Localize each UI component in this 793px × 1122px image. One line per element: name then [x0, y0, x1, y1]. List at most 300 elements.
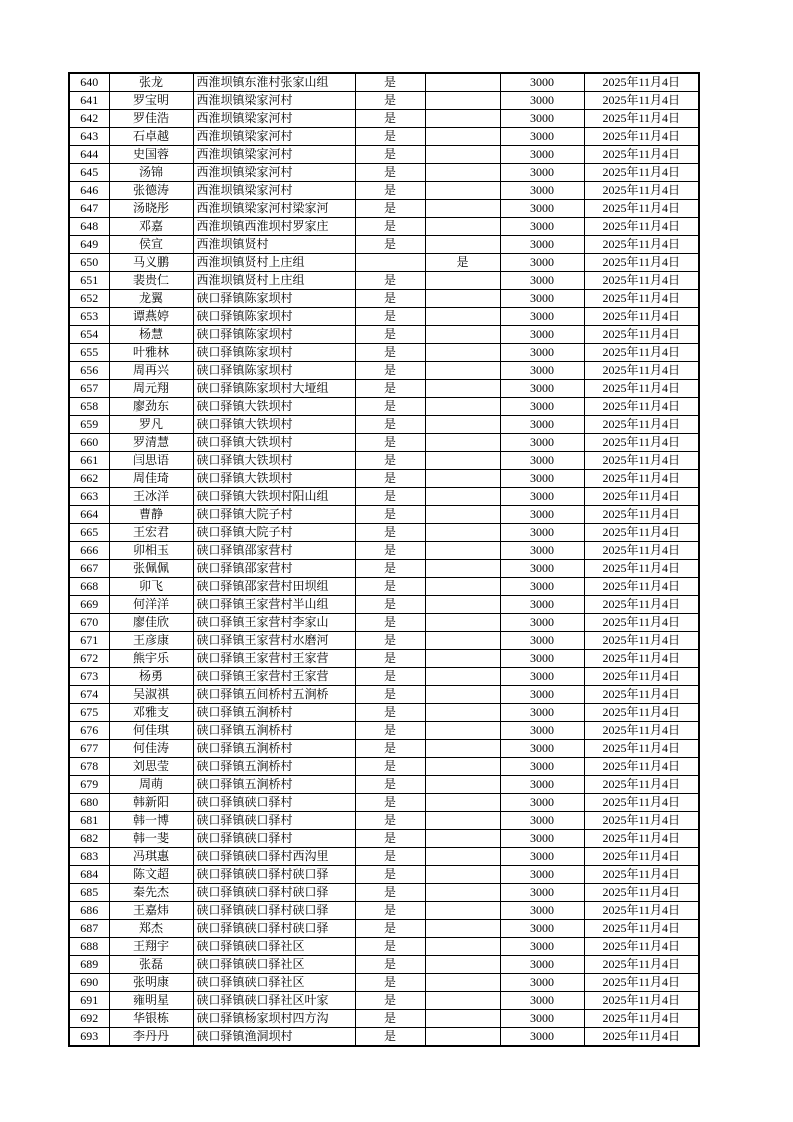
- date-cell: 2025年11月4日: [584, 73, 699, 92]
- date-cell: 2025年11月4日: [584, 398, 699, 416]
- address-cell: 硖口驿镇大铁坝村: [193, 416, 355, 434]
- amount-cell: 3000: [500, 848, 584, 866]
- name-cell: 卯飞: [109, 578, 193, 596]
- yes-column-b-cell: [425, 992, 500, 1010]
- date-cell: 2025年11月4日: [584, 542, 699, 560]
- yes-column-a-cell: 是: [355, 380, 425, 398]
- date-cell: 2025年11月4日: [584, 506, 699, 524]
- yes-column-b-cell: [425, 974, 500, 992]
- date-cell: 2025年11月4日: [584, 866, 699, 884]
- name-cell: 谭燕婷: [109, 308, 193, 326]
- row-number-cell: 690: [69, 974, 109, 992]
- yes-column-b-cell: [425, 578, 500, 596]
- date-cell: 2025年11月4日: [584, 1010, 699, 1028]
- date-cell: 2025年11月4日: [584, 1028, 699, 1047]
- yes-column-a-cell: [355, 254, 425, 272]
- row-number-cell: 665: [69, 524, 109, 542]
- yes-column-a-cell: 是: [355, 740, 425, 758]
- name-cell: 周佳琦: [109, 470, 193, 488]
- table-row: [69, 614, 699, 632]
- address-cell: 西淮坝镇梁家河村: [193, 110, 355, 128]
- address-cell: 硖口驿镇王家营村半山组: [193, 596, 355, 614]
- date-cell: 2025年11月4日: [584, 524, 699, 542]
- date-cell: 2025年11月4日: [584, 470, 699, 488]
- table-row: [69, 866, 699, 884]
- row-number-cell: 670: [69, 614, 109, 632]
- date-cell: 2025年11月4日: [584, 272, 699, 290]
- address-cell: 硖口驿镇硖口驿村硖口驿: [193, 884, 355, 902]
- row-number-cell: 655: [69, 344, 109, 362]
- yes-column-b-cell: [425, 470, 500, 488]
- date-cell: 2025年11月4日: [584, 848, 699, 866]
- table-row: [69, 830, 699, 848]
- row-number-cell: 693: [69, 1028, 109, 1047]
- name-cell: 汤晓彤: [109, 200, 193, 218]
- row-number-cell: 649: [69, 236, 109, 254]
- date-cell: 2025年11月4日: [584, 686, 699, 704]
- table-row: [69, 686, 699, 704]
- table-row: [69, 73, 699, 92]
- row-number-cell: 645: [69, 164, 109, 182]
- address-cell: 硖口驿镇渔洞坝村: [193, 1028, 355, 1047]
- name-cell: 张佩佩: [109, 560, 193, 578]
- row-number-cell: 675: [69, 704, 109, 722]
- date-cell: 2025年11月4日: [584, 812, 699, 830]
- yes-column-a-cell: 是: [355, 830, 425, 848]
- amount-cell: 3000: [500, 398, 584, 416]
- table-row: [69, 452, 699, 470]
- date-cell: 2025年11月4日: [584, 758, 699, 776]
- date-cell: 2025年11月4日: [584, 668, 699, 686]
- row-number-cell: 666: [69, 542, 109, 560]
- name-cell: 罗清慧: [109, 434, 193, 452]
- name-cell: 张龙: [109, 73, 193, 92]
- amount-cell: 3000: [500, 506, 584, 524]
- row-number-cell: 663: [69, 488, 109, 506]
- date-cell: 2025年11月4日: [584, 92, 699, 110]
- yes-column-b-cell: [425, 704, 500, 722]
- yes-column-b-cell: [425, 632, 500, 650]
- amount-cell: 3000: [500, 488, 584, 506]
- yes-column-a-cell: 是: [355, 128, 425, 146]
- amount-cell: 3000: [500, 434, 584, 452]
- table-row: [69, 812, 699, 830]
- amount-cell: 3000: [500, 362, 584, 380]
- yes-column-a-cell: 是: [355, 218, 425, 236]
- yes-column-b-cell: [425, 110, 500, 128]
- amount-cell: 3000: [500, 236, 584, 254]
- yes-column-b-cell: [425, 596, 500, 614]
- name-cell: 侯宣: [109, 236, 193, 254]
- row-number-cell: 657: [69, 380, 109, 398]
- date-cell: 2025年11月4日: [584, 308, 699, 326]
- yes-column-b-cell: [425, 524, 500, 542]
- yes-column-b-cell: [425, 884, 500, 902]
- yes-column-a-cell: 是: [355, 308, 425, 326]
- yes-column-a-cell: 是: [355, 902, 425, 920]
- yes-column-a-cell: 是: [355, 542, 425, 560]
- yes-column-a-cell: 是: [355, 146, 425, 164]
- address-cell: 硖口驿镇陈家坝村: [193, 344, 355, 362]
- yes-column-b-cell: [425, 1028, 500, 1047]
- table-row: [69, 218, 699, 236]
- name-cell: 罗宝明: [109, 92, 193, 110]
- date-cell: 2025年11月4日: [584, 380, 699, 398]
- amount-cell: 3000: [500, 164, 584, 182]
- name-cell: 邓雅支: [109, 704, 193, 722]
- address-cell: 硖口驿镇大铁坝村阳山组: [193, 488, 355, 506]
- date-cell: 2025年11月4日: [584, 236, 699, 254]
- amount-cell: 3000: [500, 614, 584, 632]
- yes-column-b-cell: [425, 722, 500, 740]
- table-row: [69, 164, 699, 182]
- yes-column-a-cell: 是: [355, 398, 425, 416]
- row-number-cell: 672: [69, 650, 109, 668]
- table-row: [69, 542, 699, 560]
- yes-column-a-cell: 是: [355, 1010, 425, 1028]
- row-number-cell: 654: [69, 326, 109, 344]
- name-cell: 周再兴: [109, 362, 193, 380]
- table-row: [69, 848, 699, 866]
- table-row: [69, 884, 699, 902]
- amount-cell: 3000: [500, 452, 584, 470]
- row-number-cell: 676: [69, 722, 109, 740]
- date-cell: 2025年11月4日: [584, 452, 699, 470]
- yes-column-b-cell: [425, 236, 500, 254]
- yes-column-a-cell: 是: [355, 326, 425, 344]
- name-cell: 何洋洋: [109, 596, 193, 614]
- amount-cell: 3000: [500, 974, 584, 992]
- amount-cell: 3000: [500, 812, 584, 830]
- yes-column-b-cell: [425, 308, 500, 326]
- name-cell: 郑杰: [109, 920, 193, 938]
- amount-cell: 3000: [500, 542, 584, 560]
- address-cell: 硖口驿镇陈家坝村: [193, 308, 355, 326]
- name-cell: 杨慧: [109, 326, 193, 344]
- row-number-cell: 686: [69, 902, 109, 920]
- yes-column-a-cell: 是: [355, 272, 425, 290]
- table-row: [69, 326, 699, 344]
- amount-cell: 3000: [500, 596, 584, 614]
- table-row: [69, 110, 699, 128]
- date-cell: 2025年11月4日: [584, 776, 699, 794]
- table-row: [69, 434, 699, 452]
- date-cell: 2025年11月4日: [584, 830, 699, 848]
- yes-column-a-cell: 是: [355, 73, 425, 92]
- address-cell: 硖口驿镇大铁坝村: [193, 470, 355, 488]
- table-row: [69, 776, 699, 794]
- row-number-cell: 669: [69, 596, 109, 614]
- date-cell: 2025年11月4日: [584, 218, 699, 236]
- name-cell: 韩新阳: [109, 794, 193, 812]
- yes-column-b-cell: [425, 146, 500, 164]
- amount-cell: 3000: [500, 254, 584, 272]
- date-cell: 2025年11月4日: [584, 128, 699, 146]
- name-cell: 叶雅林: [109, 344, 193, 362]
- yes-column-a-cell: 是: [355, 812, 425, 830]
- name-cell: 王宏君: [109, 524, 193, 542]
- table-row: [69, 758, 699, 776]
- address-cell: 硖口驿镇五涧桥村: [193, 758, 355, 776]
- name-cell: 王冰洋: [109, 488, 193, 506]
- yes-column-a-cell: 是: [355, 974, 425, 992]
- address-cell: 硖口驿镇邵家营村: [193, 560, 355, 578]
- amount-cell: 3000: [500, 956, 584, 974]
- name-cell: 史国蓉: [109, 146, 193, 164]
- row-number-cell: 643: [69, 128, 109, 146]
- yes-column-a-cell: 是: [355, 596, 425, 614]
- name-cell: 廖劲东: [109, 398, 193, 416]
- yes-column-b-cell: [425, 560, 500, 578]
- amount-cell: 3000: [500, 632, 584, 650]
- address-cell: 硖口驿镇五涧桥村: [193, 776, 355, 794]
- address-cell: 硖口驿镇大铁坝村: [193, 398, 355, 416]
- yes-column-b-cell: [425, 290, 500, 308]
- yes-column-a-cell: 是: [355, 488, 425, 506]
- name-cell: 张德涛: [109, 182, 193, 200]
- yes-column-a-cell: 是: [355, 434, 425, 452]
- yes-column-b-cell: [425, 956, 500, 974]
- address-cell: 硖口驿镇硖口驿社区: [193, 974, 355, 992]
- address-cell: 硖口驿镇陈家坝村: [193, 326, 355, 344]
- table-row: [69, 92, 699, 110]
- row-number-cell: 668: [69, 578, 109, 596]
- yes-column-b-cell: [425, 848, 500, 866]
- name-cell: 陈文超: [109, 866, 193, 884]
- yes-column-b-cell: [425, 866, 500, 884]
- recipient-table: [68, 72, 700, 1047]
- name-cell: 马义鹏: [109, 254, 193, 272]
- name-cell: 秦先杰: [109, 884, 193, 902]
- yes-column-a-cell: 是: [355, 290, 425, 308]
- address-cell: 硖口驿镇大铁坝村: [193, 434, 355, 452]
- date-cell: 2025年11月4日: [584, 722, 699, 740]
- address-cell: 硖口驿镇陈家坝村: [193, 290, 355, 308]
- address-cell: 硖口驿镇王家营村王家营: [193, 668, 355, 686]
- amount-cell: 3000: [500, 794, 584, 812]
- address-cell: 硖口驿镇硖口驿村硖口驿: [193, 866, 355, 884]
- table-row: [69, 902, 699, 920]
- date-cell: 2025年11月4日: [584, 344, 699, 362]
- amount-cell: 3000: [500, 524, 584, 542]
- amount-cell: 3000: [500, 650, 584, 668]
- yes-column-b-cell: [425, 272, 500, 290]
- table-row: [69, 398, 699, 416]
- address-cell: 硖口驿镇硖口驿村: [193, 812, 355, 830]
- amount-cell: 3000: [500, 1010, 584, 1028]
- name-cell: 韩一斐: [109, 830, 193, 848]
- address-cell: 硖口驿镇大院子村: [193, 506, 355, 524]
- table-row: [69, 506, 699, 524]
- yes-column-a-cell: 是: [355, 110, 425, 128]
- row-number-cell: 682: [69, 830, 109, 848]
- row-number-cell: 679: [69, 776, 109, 794]
- table-row: [69, 308, 699, 326]
- name-cell: 邓嘉: [109, 218, 193, 236]
- table-row: [69, 290, 699, 308]
- date-cell: 2025年11月4日: [584, 920, 699, 938]
- date-cell: 2025年11月4日: [584, 614, 699, 632]
- yes-column-a-cell: 是: [355, 938, 425, 956]
- address-cell: 西淮坝镇西淮坝村罗家庄: [193, 218, 355, 236]
- row-number-cell: 653: [69, 308, 109, 326]
- table-body: [69, 73, 699, 1046]
- table-row: [69, 722, 699, 740]
- row-number-cell: 642: [69, 110, 109, 128]
- amount-cell: 3000: [500, 866, 584, 884]
- row-number-cell: 685: [69, 884, 109, 902]
- table-row: [69, 704, 699, 722]
- address-cell: 硖口驿镇陈家坝村大垭组: [193, 380, 355, 398]
- yes-column-b-cell: [425, 902, 500, 920]
- table-row: [69, 560, 699, 578]
- amount-cell: 3000: [500, 470, 584, 488]
- name-cell: 韩一博: [109, 812, 193, 830]
- date-cell: 2025年11月4日: [584, 326, 699, 344]
- yes-column-a-cell: 是: [355, 416, 425, 434]
- row-number-cell: 652: [69, 290, 109, 308]
- table-row: [69, 362, 699, 380]
- amount-cell: 3000: [500, 290, 584, 308]
- date-cell: 2025年11月4日: [584, 704, 699, 722]
- row-number-cell: 661: [69, 452, 109, 470]
- row-number-cell: 691: [69, 992, 109, 1010]
- row-number-cell: 646: [69, 182, 109, 200]
- yes-column-b-cell: [425, 794, 500, 812]
- amount-cell: 3000: [500, 272, 584, 290]
- date-cell: 2025年11月4日: [584, 164, 699, 182]
- table-row: [69, 344, 699, 362]
- date-cell: 2025年11月4日: [584, 200, 699, 218]
- yes-column-b-cell: [425, 326, 500, 344]
- yes-column-a-cell: 是: [355, 236, 425, 254]
- date-cell: 2025年11月4日: [584, 740, 699, 758]
- row-number-cell: 674: [69, 686, 109, 704]
- yes-column-b-cell: [425, 650, 500, 668]
- row-number-cell: 662: [69, 470, 109, 488]
- yes-column-a-cell: 是: [355, 362, 425, 380]
- name-cell: 张磊: [109, 956, 193, 974]
- amount-cell: 3000: [500, 1028, 584, 1047]
- date-cell: 2025年11月4日: [584, 362, 699, 380]
- yes-column-a-cell: 是: [355, 506, 425, 524]
- yes-column-b-cell: [425, 506, 500, 524]
- name-cell: 王彦康: [109, 632, 193, 650]
- amount-cell: 3000: [500, 326, 584, 344]
- name-cell: 罗佳浩: [109, 110, 193, 128]
- yes-column-a-cell: 是: [355, 920, 425, 938]
- address-cell: 硖口驿镇王家营村王家营: [193, 650, 355, 668]
- amount-cell: 3000: [500, 146, 584, 164]
- yes-column-b-cell: [425, 740, 500, 758]
- table-row: [69, 992, 699, 1010]
- address-cell: 硖口驿镇硖口驿村西沟里: [193, 848, 355, 866]
- amount-cell: 3000: [500, 938, 584, 956]
- row-number-cell: 644: [69, 146, 109, 164]
- yes-column-a-cell: 是: [355, 182, 425, 200]
- table-row: [69, 272, 699, 290]
- yes-column-b-cell: [425, 812, 500, 830]
- table-row: [69, 794, 699, 812]
- amount-cell: 3000: [500, 740, 584, 758]
- row-number-cell: 656: [69, 362, 109, 380]
- table-row: [69, 650, 699, 668]
- name-cell: 何佳琪: [109, 722, 193, 740]
- row-number-cell: 677: [69, 740, 109, 758]
- row-number-cell: 650: [69, 254, 109, 272]
- amount-cell: 3000: [500, 758, 584, 776]
- address-cell: 西淮坝镇贤村上庄组: [193, 254, 355, 272]
- row-number-cell: 671: [69, 632, 109, 650]
- table-row: [69, 920, 699, 938]
- amount-cell: 3000: [500, 992, 584, 1010]
- table-row: [69, 1010, 699, 1028]
- yes-column-a-cell: 是: [355, 650, 425, 668]
- address-cell: 西淮坝镇梁家河村: [193, 128, 355, 146]
- date-cell: 2025年11月4日: [584, 938, 699, 956]
- name-cell: 吴淑祺: [109, 686, 193, 704]
- yes-column-b-cell: [425, 73, 500, 92]
- name-cell: 裴贵仁: [109, 272, 193, 290]
- address-cell: 硖口驿镇王家营村水磨河: [193, 632, 355, 650]
- row-number-cell: 692: [69, 1010, 109, 1028]
- name-cell: 华银栋: [109, 1010, 193, 1028]
- name-cell: 杨勇: [109, 668, 193, 686]
- date-cell: 2025年11月4日: [584, 650, 699, 668]
- address-cell: 西淮坝镇梁家河村: [193, 146, 355, 164]
- address-cell: 西淮坝镇梁家河村: [193, 182, 355, 200]
- table-row: [69, 956, 699, 974]
- yes-column-b-cell: [425, 416, 500, 434]
- yes-column-a-cell: 是: [355, 866, 425, 884]
- table-row: [69, 596, 699, 614]
- address-cell: 硖口驿镇王家营村李家山: [193, 614, 355, 632]
- row-number-cell: 667: [69, 560, 109, 578]
- yes-column-b-cell: [425, 128, 500, 146]
- name-cell: 张明康: [109, 974, 193, 992]
- date-cell: 2025年11月4日: [584, 884, 699, 902]
- amount-cell: 3000: [500, 884, 584, 902]
- address-cell: 硖口驿镇邵家营村田坝组: [193, 578, 355, 596]
- yes-column-b-cell: [425, 686, 500, 704]
- table-row: [69, 128, 699, 146]
- row-number-cell: 664: [69, 506, 109, 524]
- row-number-cell: 673: [69, 668, 109, 686]
- yes-column-a-cell: 是: [355, 884, 425, 902]
- amount-cell: 3000: [500, 560, 584, 578]
- yes-column-b-cell: [425, 344, 500, 362]
- amount-cell: 3000: [500, 578, 584, 596]
- yes-column-a-cell: 是: [355, 578, 425, 596]
- name-cell: 冯琪惠: [109, 848, 193, 866]
- amount-cell: 3000: [500, 416, 584, 434]
- address-cell: 西淮坝镇梁家河村: [193, 92, 355, 110]
- name-cell: 周萌: [109, 776, 193, 794]
- yes-column-b-cell: [425, 164, 500, 182]
- yes-column-b-cell: [425, 488, 500, 506]
- amount-cell: 3000: [500, 110, 584, 128]
- row-number-cell: 681: [69, 812, 109, 830]
- table-row: [69, 146, 699, 164]
- yes-column-a-cell: 是: [355, 956, 425, 974]
- table-row: [69, 182, 699, 200]
- yes-column-a-cell: 是: [355, 452, 425, 470]
- amount-cell: 3000: [500, 73, 584, 92]
- yes-column-a-cell: 是: [355, 1028, 425, 1047]
- date-cell: 2025年11月4日: [584, 110, 699, 128]
- yes-column-b-cell: [425, 380, 500, 398]
- row-number-cell: 648: [69, 218, 109, 236]
